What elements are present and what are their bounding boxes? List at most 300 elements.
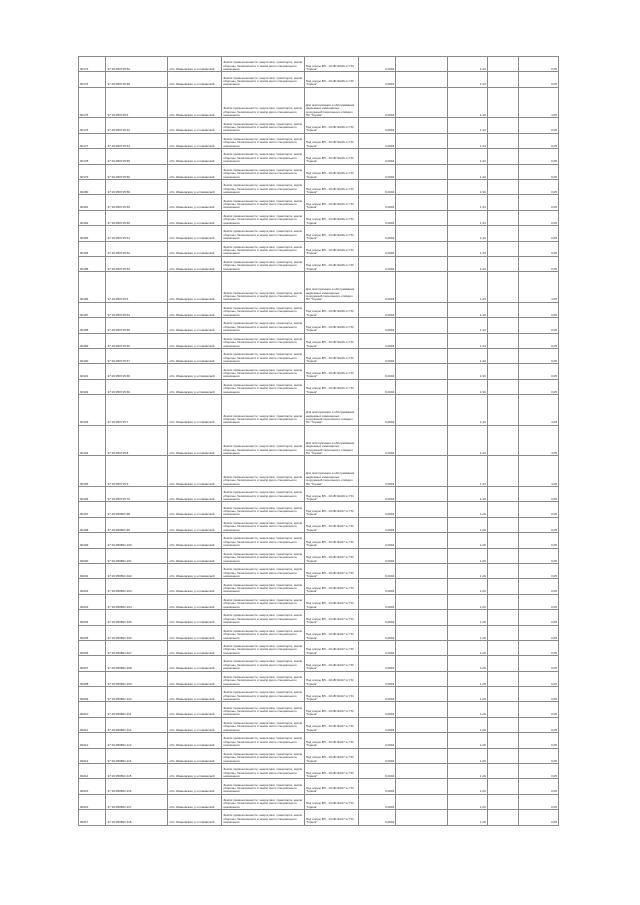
row-number-cell: 90185	[79, 256, 106, 271]
address-cell: обл. Ивановская, р-н Савинский	[168, 272, 222, 303]
empty-cell	[396, 533, 448, 548]
row-number-cell: 90192	[79, 379, 106, 394]
rate-cell: 1,33	[448, 364, 488, 379]
sum-cell: 0,05	[519, 733, 559, 748]
cadastral-number-cell: 37:16:050801:98	[106, 502, 168, 517]
rate-cell: 1,33	[448, 425, 488, 456]
permitted-use-cell: Под опоры ВЛ - 10 кВ №416 от ПС "Горняк"	[304, 164, 358, 179]
area-cell: 0,0004	[358, 302, 396, 317]
sum-cell: 0,05	[519, 364, 559, 379]
empty-cell	[487, 87, 519, 118]
empty-cell	[487, 333, 519, 348]
sum-cell: 0,05	[519, 487, 559, 502]
row-number-cell: 90182	[79, 210, 106, 225]
permitted-use-cell: Под опоры ВЛ - 10 кВ №416 от ПС "Горняк"	[304, 302, 358, 317]
empty-cell	[487, 533, 519, 548]
empty-cell	[396, 610, 448, 625]
land-category-cell: Земли промышленности, энергетики, транспорта, земли обороны, безопасности и земли иного специального назначения	[222, 364, 304, 379]
land-category-cell: Земли промышленности, энергетики, транспорта, земли обороны, безопасности и земли иного специального назначения	[222, 533, 304, 548]
sum-cell: 0,05	[519, 671, 559, 686]
land-category-cell: Земли промышленности, энергетики, транспорта, земли обороны, безопасности и земли иного специального назначения	[222, 395, 304, 426]
empty-cell	[396, 810, 448, 825]
table-row	[79, 656, 559, 671]
sum-cell: 0,05	[519, 748, 559, 763]
address-cell: обл. Ивановская, р-н Савинский	[168, 579, 222, 594]
empty-cell	[487, 164, 519, 179]
empty-cell	[487, 487, 519, 502]
empty-cell	[487, 579, 519, 594]
empty-cell	[487, 779, 519, 794]
sum-cell: 0,05	[519, 210, 559, 225]
address-cell: обл. Ивановская, р-н Савинский	[168, 379, 222, 394]
empty-cell	[396, 256, 448, 271]
address-cell: обл. Ивановская, р-н Савинский	[168, 133, 222, 148]
land-category-cell: Земли промышленности, энергетики, транспорта, земли обороны, безопасности и земли иного специального назначения	[222, 226, 304, 241]
area-cell: 0,0004	[358, 640, 396, 655]
permitted-use-cell: Под опоры ВЛ - 10 кВ №416 от ПС "Горняк"	[304, 487, 358, 502]
area-cell: 0,0004	[358, 764, 396, 779]
address-cell: обл. Ивановская, р-н Савинский	[168, 210, 222, 225]
row-number-cell: 90199	[79, 533, 106, 548]
sum-cell: 0,05	[519, 118, 559, 133]
rate-cell: 1,29	[448, 717, 488, 732]
empty-cell	[396, 318, 448, 333]
empty-cell	[396, 349, 448, 364]
area-cell: 0,0004	[358, 333, 396, 348]
cadastral-number-cell: 37:16:050801:101	[106, 548, 168, 563]
row-number-cell: 90216	[79, 794, 106, 809]
land-category-cell: Земли промышленности, энергетики, транспорта, земли обороны, безопасности и земли иного специального назначения	[222, 333, 304, 348]
row-number-cell: 90177	[79, 133, 106, 148]
cadastral-number-cell: 37:16:050801:118	[106, 810, 168, 825]
land-category-cell: Земли промышленности, энергетики, транспорта, земли обороны, безопасности и земли иного специального назначения	[222, 195, 304, 210]
empty-cell	[487, 241, 519, 256]
land-category-cell: Земли промышленности, энергетики, транспорта, земли обороны, безопасности и земли иного специального назначения	[222, 118, 304, 133]
cadastral-number-cell: 37:16:050715:42	[106, 118, 168, 133]
empty-cell	[487, 717, 519, 732]
cadastral-number-cell: 37:16:050801:113	[106, 733, 168, 748]
table-row	[79, 687, 559, 702]
table-row	[79, 179, 559, 194]
area-cell: 0,0004	[358, 395, 396, 426]
cadastral-number-cell: 37:16:050715:56	[106, 164, 168, 179]
table-row	[79, 717, 559, 732]
empty-cell	[487, 149, 519, 164]
cadastral-number-cell: 37:16:050715:70	[106, 487, 168, 502]
row-number-cell: 90176	[79, 118, 106, 133]
empty-cell	[396, 164, 448, 179]
address-cell: обл. Ивановская, р-н Савинский	[168, 256, 222, 271]
land-category-cell: Земли промышленности, энергетики, транспорта, земли обороны, безопасности и земли иного специального назначения	[222, 779, 304, 794]
empty-cell	[487, 594, 519, 609]
area-cell: 0,0004	[358, 195, 396, 210]
table-row	[79, 87, 559, 118]
permitted-use-cell: Под опоры ВЛ - 10 кВ №417 от ПС "Горняк"	[304, 625, 358, 640]
cadastral-number-cell: 37:16:050801:107	[106, 640, 168, 655]
address-cell: обл. Ивановская, р-н Савинский	[168, 656, 222, 671]
sum-cell: 0,05	[519, 610, 559, 625]
area-cell: 0,0004	[358, 610, 396, 625]
area-cell: 0,0004	[358, 717, 396, 732]
sum-cell: 0,05	[519, 563, 559, 578]
row-number-cell: 90215	[79, 779, 106, 794]
land-category-cell: Земли промышленности, энергетики, транспорта, земли обороны, безопасности и земли иного специального назначения	[222, 610, 304, 625]
rate-cell: 1,33	[448, 379, 488, 394]
empty-cell	[396, 563, 448, 578]
table-row	[79, 349, 559, 364]
table-row	[79, 640, 559, 655]
table-row	[79, 210, 559, 225]
cadastral-number-cell: 37:16:050801:109	[106, 671, 168, 686]
cadastral-number-cell: 37:16:050801:116	[106, 779, 168, 794]
land-category-cell: Земли промышленности, энергетики, транспорта, земли обороны, безопасности и земли иного специального назначения	[222, 764, 304, 779]
cadastral-number-cell: 37:16:050715:8	[106, 425, 168, 456]
land-category-cell: Земли промышленности, энергетики, транспорта, земли обороны, безопасности и земли иного специального назначения	[222, 625, 304, 640]
land-category-cell: Земли промышленности, энергетики, транспорта, земли обороны, безопасности и земли иного специального назначения	[222, 810, 304, 825]
sum-cell: 0,05	[519, 379, 559, 394]
empty-cell	[487, 349, 519, 364]
empty-cell	[396, 72, 448, 87]
rate-cell: 1,29	[448, 625, 488, 640]
rate-cell: 1,29	[448, 733, 488, 748]
rate-cell: 1,33	[448, 487, 488, 502]
area-cell: 0,0004	[358, 179, 396, 194]
row-number-cell: 90209	[79, 687, 106, 702]
land-category-cell: Земли промышленности, энергетики, транспорта, земли обороны, безопасности и земли иного специального назначения	[222, 149, 304, 164]
empty-cell	[487, 625, 519, 640]
table-row	[79, 195, 559, 210]
rate-cell: 1,33	[448, 256, 488, 271]
area-cell: 0,0004	[358, 671, 396, 686]
area-cell: 0,0004	[358, 241, 396, 256]
area-cell: 0,0004	[358, 118, 396, 133]
land-category-cell: Земли промышленности, энергетики, транспорта, земли обороны, безопасности и земли иного специального назначения	[222, 272, 304, 303]
land-category-cell: Земли промышленности, энергетики, транспорта, земли обороны, безопасности и земли иного специального назначения	[222, 72, 304, 87]
address-cell: обл. Ивановская, р-н Савинский	[168, 226, 222, 241]
address-cell: обл. Ивановская, р-н Савинский	[168, 671, 222, 686]
table-row	[79, 794, 559, 809]
land-category-cell: Земли промышленности, энергетики, транспорта, земли обороны, безопасности и земли иного специального назначения	[222, 640, 304, 655]
rate-cell: 1,33	[448, 349, 488, 364]
area-cell: 0,0004	[358, 364, 396, 379]
sum-cell: 4,05	[519, 87, 559, 118]
row-number-cell: 90184	[79, 241, 106, 256]
rate-cell: 1,29	[448, 764, 488, 779]
empty-cell	[487, 456, 519, 487]
register-table-body	[79, 57, 559, 826]
empty-cell	[396, 379, 448, 394]
rate-cell: 1,29	[448, 702, 488, 717]
row-number-cell: 90175	[79, 87, 106, 118]
sum-cell: 0,05	[519, 779, 559, 794]
land-category-cell: Земли промышленности, энергетики, транспорта, земли обороны, безопасности и земли иного специального назначения	[222, 579, 304, 594]
row-number-cell: 90174	[79, 72, 106, 87]
empty-cell	[396, 717, 448, 732]
empty-cell	[396, 195, 448, 210]
sum-cell: 0,05	[519, 640, 559, 655]
empty-cell	[396, 671, 448, 686]
cadastral-number-cell: 37:16:050801:99	[106, 517, 168, 532]
area-cell: 0,0004	[358, 57, 396, 72]
sum-cell: 0,05	[519, 57, 559, 72]
table-row	[79, 502, 559, 517]
sum-cell: 0,05	[519, 179, 559, 194]
empty-cell	[487, 640, 519, 655]
land-category-cell: Земли промышленности, энергетики, транспорта, земли обороны, безопасности и земли иного специального назначения	[222, 133, 304, 148]
row-number-cell: 90186	[79, 272, 106, 303]
table-row	[79, 517, 559, 532]
permitted-use-cell: Для эксплуатации и обслуживания надземных инженерных сооружений перегонного отвода к ПС "Горняк"	[304, 425, 358, 456]
empty-cell	[396, 210, 448, 225]
rate-cell: 1,33	[448, 456, 488, 487]
empty-cell	[396, 87, 448, 118]
area-cell: 0,0004	[358, 164, 396, 179]
land-category-cell: Земли промышленности, энергетики, транспорта, земли обороны, безопасности и земли иного специального назначения	[222, 256, 304, 271]
table-row	[79, 133, 559, 148]
empty-cell	[396, 702, 448, 717]
address-cell: обл. Ивановская, р-н Савинский	[168, 548, 222, 563]
land-category-cell: Земли промышленности, энергетики, транспорта, земли обороны, безопасности и земли иного специального назначения	[222, 748, 304, 763]
area-cell: 0,0004	[358, 487, 396, 502]
row-number-cell: 90208	[79, 671, 106, 686]
empty-cell	[487, 794, 519, 809]
sum-cell: 0,05	[519, 133, 559, 148]
address-cell: обл. Ивановская, р-н Савинский	[168, 625, 222, 640]
sum-cell: 0,05	[519, 717, 559, 732]
sum-cell: 0,05	[519, 517, 559, 532]
table-row	[79, 72, 559, 87]
cadastral-number-cell: 37:16:050715:9	[106, 456, 168, 487]
empty-cell	[487, 226, 519, 241]
empty-cell	[396, 179, 448, 194]
empty-cell	[396, 272, 448, 303]
rate-cell: 1,29	[448, 517, 488, 532]
empty-cell	[487, 118, 519, 133]
row-number-cell: 90181	[79, 195, 106, 210]
rate-cell: 1,33	[448, 179, 488, 194]
permitted-use-cell: Под опоры ВЛ - 10 кВ №417 от ПС "Горняк"	[304, 779, 358, 794]
permitted-use-cell: Под опоры ВЛ - 10 кВ №417 от ПС "Горняк"	[304, 671, 358, 686]
land-category-cell: Земли промышленности, энергетики, транспорта, земли обороны, безопасности и земли иного специального назначения	[222, 717, 304, 732]
rate-cell: 1,33	[448, 87, 488, 118]
area-cell: 0,0004	[358, 133, 396, 148]
empty-cell	[396, 395, 448, 426]
empty-cell	[396, 133, 448, 148]
empty-cell	[396, 779, 448, 794]
cadastral-number-cell: 37:16:050801:104	[106, 594, 168, 609]
row-number-cell: 90210	[79, 702, 106, 717]
permitted-use-cell: Под опоры ВЛ - 10 кВ №416 от ПС "Горняк"	[304, 364, 358, 379]
empty-cell	[487, 687, 519, 702]
area-cell: 0,0004	[358, 149, 396, 164]
permitted-use-cell: Под опоры ВЛ - 10 кВ №416 от ПС "Горняк"	[304, 195, 358, 210]
row-number-cell: 90188	[79, 318, 106, 333]
empty-cell	[487, 302, 519, 317]
sum-cell: 0,05	[519, 226, 559, 241]
empty-cell	[396, 748, 448, 763]
table-row	[79, 563, 559, 578]
cadastral-number-cell: 37:16:050715:65	[106, 318, 168, 333]
sum-cell: 0,05	[519, 548, 559, 563]
row-number-cell: 90187	[79, 302, 106, 317]
empty-cell	[396, 302, 448, 317]
table-row	[79, 548, 559, 563]
empty-cell	[396, 118, 448, 133]
land-category-cell: Земли промышленности, энергетики, транспорта, земли обороны, безопасности и земли иного специального назначения	[222, 656, 304, 671]
address-cell: обл. Ивановская, р-н Савинский	[168, 733, 222, 748]
table-row	[79, 272, 559, 303]
row-number-cell: 90178	[79, 149, 106, 164]
table-row	[79, 302, 559, 317]
row-number-cell: 90191	[79, 364, 106, 379]
empty-cell	[396, 149, 448, 164]
permitted-use-cell: Под опоры ВЛ - 10 кВ №417 от ПС "Горняк"	[304, 810, 358, 825]
sum-cell: 0,05	[519, 579, 559, 594]
land-category-cell: Земли промышленности, энергетики, транспорта, земли обороны, безопасности и земли иного специального назначения	[222, 87, 304, 118]
permitted-use-cell: Под опоры ВЛ - 10 кВ №416 от ПС "Горняк"	[304, 149, 358, 164]
land-category-cell: Земли промышленности, энергетики, транспорта, земли обороны, безопасности и земли иного специального назначения	[222, 302, 304, 317]
rate-cell: 1,33	[448, 210, 488, 225]
sum-cell: 0,05	[519, 195, 559, 210]
permitted-use-cell: Под опоры ВЛ - 10 кВ №416 от ПС "Горняк"	[304, 379, 358, 394]
cadastral-number-cell: 37:16:050715:64	[106, 302, 168, 317]
rate-cell: 1,29	[448, 563, 488, 578]
table-row	[79, 118, 559, 133]
cadastral-number-cell: 37:16:050715:55	[106, 149, 168, 164]
area-cell: 0,0004	[358, 425, 396, 456]
empty-cell	[396, 364, 448, 379]
empty-cell	[487, 563, 519, 578]
empty-cell	[396, 425, 448, 456]
permitted-use-cell: Под опоры ВЛ - 10 кВ №417 от ПС "Горняк"	[304, 533, 358, 548]
rate-cell: 1,29	[448, 640, 488, 655]
address-cell: обл. Ивановская, р-н Савинский	[168, 640, 222, 655]
permitted-use-cell: Под опоры ВЛ - 10 кВ №417 от ПС "Горняк"	[304, 517, 358, 532]
rate-cell: 1,29	[448, 687, 488, 702]
row-number-cell: 90179	[79, 164, 106, 179]
empty-cell	[396, 640, 448, 655]
row-number-cell: 90183	[79, 226, 106, 241]
rate-cell: 1,29	[448, 794, 488, 809]
area-cell: 0,0004	[358, 563, 396, 578]
sum-cell: 0,05	[519, 72, 559, 87]
empty-cell	[487, 256, 519, 271]
permitted-use-cell: Под опоры ВЛ - 10 кВ №417 от ПС "Горняк"	[304, 563, 358, 578]
cadastral-number-cell: 37:16:050801:112	[106, 717, 168, 732]
empty-cell	[487, 272, 519, 303]
sum-cell: 0,05	[519, 702, 559, 717]
permitted-use-cell: Под опоры ВЛ - 10 кВ №417 от ПС "Горняк"	[304, 748, 358, 763]
table-row	[79, 164, 559, 179]
permitted-use-cell: Под опоры ВЛ - 10 кВ №416 от ПС "Горняк"	[304, 333, 358, 348]
area-cell: 0,0004	[358, 72, 396, 87]
land-category-cell: Земли промышленности, энергетики, транспорта, земли обороны, безопасности и земли иного специального назначения	[222, 517, 304, 532]
cadastral-number-cell: 37:16:050715:54	[106, 133, 168, 148]
sum-cell: 0,05	[519, 533, 559, 548]
address-cell: обл. Ивановская, р-н Савинский	[168, 302, 222, 317]
cadastral-number-cell: 37:16:050715:52	[106, 57, 168, 72]
permitted-use-cell: Для эксплуатации и обслуживания надземных инженерных сооружений перегонного отвода к ПС "Горняк"	[304, 456, 358, 487]
sum-cell: 0,05	[519, 149, 559, 164]
row-number-cell: 90202	[79, 579, 106, 594]
address-cell: обл. Ивановская, р-н Савинский	[168, 241, 222, 256]
permitted-use-cell: Под опоры ВЛ - 10 кВ №416 от ПС "Горняк"	[304, 256, 358, 271]
sum-cell: 0,05	[519, 764, 559, 779]
cadastral-number-cell: 37:16:050715:59	[106, 195, 168, 210]
land-category-cell: Земли промышленности, энергетики, транспорта, земли обороны, безопасности и земли иного специального назначения	[222, 179, 304, 194]
empty-cell	[396, 487, 448, 502]
empty-cell	[487, 764, 519, 779]
empty-cell	[396, 226, 448, 241]
table-row	[79, 333, 559, 348]
rate-cell: 1,33	[448, 272, 488, 303]
row-number-cell: 90203	[79, 594, 106, 609]
cadastral-number-cell: 37:16:050715:58	[106, 179, 168, 194]
area-cell: 0,0004	[358, 702, 396, 717]
empty-cell	[487, 379, 519, 394]
address-cell: обл. Ивановская, р-н Савинский	[168, 610, 222, 625]
land-category-cell: Земли промышленности, энергетики, транспорта, земли обороны, безопасности и земли иного специального назначения	[222, 687, 304, 702]
rate-cell: 1,33	[448, 241, 488, 256]
permitted-use-cell: Под опоры ВЛ - 10 кВ №417 от ПС "Горняк"	[304, 640, 358, 655]
permitted-use-cell: Под опоры ВЛ - 10 кВ №416 от ПС "Горняк"	[304, 349, 358, 364]
rate-cell: 1,33	[448, 318, 488, 333]
rate-cell: 1,29	[448, 610, 488, 625]
land-category-cell: Земли промышленности, энергетики, транспорта, земли обороны, безопасности и земли иного специального назначения	[222, 164, 304, 179]
empty-cell	[396, 241, 448, 256]
empty-cell	[487, 810, 519, 825]
area-cell: 0,0004	[358, 272, 396, 303]
rate-cell: 1,33	[448, 226, 488, 241]
table-row	[79, 671, 559, 686]
row-number-cell: 90207	[79, 656, 106, 671]
empty-cell	[487, 610, 519, 625]
land-category-cell: Земли промышленности, энергетики, транспорта, земли обороны, безопасности и земли иного специального назначения	[222, 379, 304, 394]
permitted-use-cell: Под опоры ВЛ - 10 кВ №417 от ПС "Горняк"	[304, 764, 358, 779]
sum-cell: 4,05	[519, 456, 559, 487]
permitted-use-cell: Под опоры ВЛ - 10 кВ №416 от ПС "Горняк"	[304, 241, 358, 256]
land-category-cell: Земли промышленности, энергетики, транспорта, земли обороны, безопасности и земли иного специального назначения	[222, 349, 304, 364]
rate-cell: 1,33	[448, 133, 488, 148]
empty-cell	[487, 210, 519, 225]
permitted-use-cell: Под опоры ВЛ - 10 кВ №417 от ПС "Горняк"	[304, 610, 358, 625]
row-number-cell: 90194	[79, 425, 106, 456]
cadastral-number-cell: 37:16:050715:6	[106, 87, 168, 118]
table-row	[79, 610, 559, 625]
sum-cell: 0,05	[519, 302, 559, 317]
address-cell: обл. Ивановская, р-н Савинский	[168, 149, 222, 164]
address-cell: обл. Ивановская, р-н Савинский	[168, 563, 222, 578]
empty-cell	[396, 579, 448, 594]
row-number-cell: 90213	[79, 748, 106, 763]
cadastral-number-cell: 37:16:050801:115	[106, 764, 168, 779]
land-category-cell: Земли промышленности, энергетики, транспорта, земли обороны, безопасности и земли иного специального назначения	[222, 425, 304, 456]
land-category-cell: Земли промышленности, энергетики, транспорта, земли обороны, безопасности и земли иного специального назначения	[222, 563, 304, 578]
rate-cell: 1,29	[448, 810, 488, 825]
area-cell: 0,0004	[358, 226, 396, 241]
cadastral-number-cell: 37:16:050715:68	[106, 364, 168, 379]
empty-cell	[396, 456, 448, 487]
row-number-cell: 90201	[79, 563, 106, 578]
area-cell: 0,0004	[358, 656, 396, 671]
land-category-cell: Земли промышленности, энергетики, транспорта, земли обороны, безопасности и земли иного специального назначения	[222, 487, 304, 502]
permitted-use-cell: Под опоры ВЛ - 10 кВ №417 от ПС "Горняк"	[304, 702, 358, 717]
cadastral-number-cell: 37:16:050801:106	[106, 625, 168, 640]
rate-cell: 1,33	[448, 72, 488, 87]
row-number-cell: 90195	[79, 456, 106, 487]
land-category-cell: Земли промышленности, энергетики, транспорта, земли обороны, безопасности и земли иного специального назначения	[222, 210, 304, 225]
area-cell: 0,0004	[358, 517, 396, 532]
